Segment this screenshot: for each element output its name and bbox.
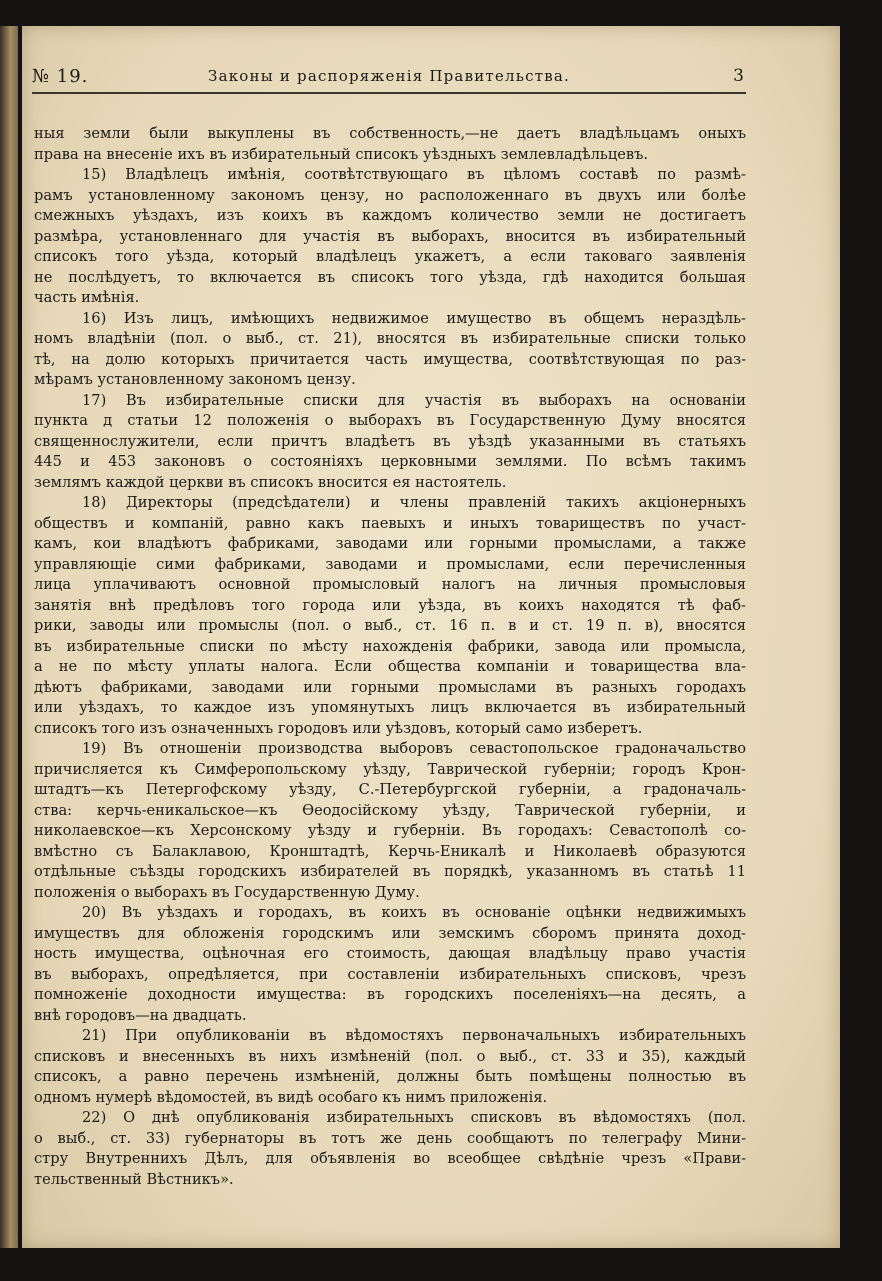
text-line: часть имѣнія. [34, 289, 140, 306]
page-header [32, 66, 746, 94]
text-line: занятія внѣ предѣловъ того города или уѣзда, въ коихъ находятся тѣ фаб- [34, 596, 746, 614]
text-line: 22) О днѣ опубликованія избирательныхъ списковъ въ вѣдомостяхъ (пол. [82, 1109, 746, 1126]
text-line: помноженіе доходности имущества: въ городскихъ поселеніяхъ—на десять, а [34, 986, 746, 1003]
text-line: отдѣльные съѣзды городскихъ избирателей въ порядкѣ, указанномъ въ статьѣ 11 [34, 863, 746, 880]
text-line: списковъ и внесенныхъ въ нихъ измѣненій (пол. о выб., ст. 33 и 35), каждый [34, 1047, 746, 1065]
text-line: ныя земли были выкуплены въ собственность,—не даетъ владѣльцамъ оныхъ [34, 125, 746, 142]
text-line: номъ владѣніи (пол. о выб., ст. 21), вносятся въ избирательные списки только [34, 330, 746, 347]
text-line: смежныхъ уѣздахъ, изъ коихъ въ каждомъ количество земли не достигаетъ [34, 207, 746, 224]
text-line: въ избирательные списки по мѣсту нахожденія фабрики, завода или промысла, [34, 637, 746, 655]
text-line: рики, заводы или промыслы (пол. о выб., ст. 16 п. в и ст. 19 п. в), вносятся [34, 617, 746, 634]
facing-page-edge [0, 26, 18, 1248]
text-line: вмѣстно съ Балаклавою, Кронштадтѣ, Керчь-Еникалѣ и Николаевѣ образуются [34, 842, 746, 860]
text-line: въ выборахъ, опредѣляется, при составленіи избирательныхъ списковъ, чрезъ [34, 965, 746, 983]
text-line: 17) Въ избирательные списки для участія въ выборахъ на основаніи [82, 391, 746, 409]
text-line: о выб., ст. 33) губернаторы въ тотъ же день сообщаютъ по телеграфу Мини- [34, 1129, 746, 1147]
text-line: лица уплачиваютъ основной промысловый налогъ на личныя промысловыя [34, 576, 746, 593]
issue-number: № 19. [32, 66, 89, 87]
text-line: размѣра, установленнаго для участія въ выборахъ, вносится въ избирательный [34, 227, 746, 245]
text-line: или уѣздахъ, то каждое изъ упомянутыхъ лицъ включается въ избирательный [34, 699, 746, 716]
text-line: ность имущества, оцѣночная его стоимость, дающая владѣльцу право участія [34, 945, 746, 962]
text-line: 21) При опубликованіи въ вѣдомостяхъ первоначальныхъ избирательныхъ [82, 1027, 746, 1044]
text-line: мѣрамъ установленному закономъ цензу. [34, 371, 356, 388]
text-line: управляющіе сими фабриками, заводами и промыслами, если перечисленныя [34, 555, 746, 573]
text-line: причисляется къ Симферопольскому уѣзду, Таврической губерніи; городъ Крон- [34, 760, 746, 778]
text-line: штадтъ—къ Петергофскому уѣзду, С.-Петербургской губерніи, а градоначаль- [34, 781, 746, 798]
text-line: обществъ и компаній, равно какъ паевыхъ и иныхъ товариществъ по участ- [34, 514, 746, 532]
text-line: списокъ того изъ означенныхъ городовъ или уѣздовъ, который само изберетъ. [34, 719, 643, 737]
text-line: дѣютъ фабриками, заводами или горными промыслами въ разныхъ городахъ [34, 678, 746, 696]
text-line: землямъ каждой церкви въ списокъ вносится ея настоятель. [34, 473, 507, 491]
text-line: ства: керчь-еникальское—къ Ѳеодосійскому уѣзду, Таврической губерніи, и [34, 801, 746, 819]
page-number: 3 [733, 66, 744, 86]
text-line: священнослужители, если причтъ владѣетъ въ уѣздѣ указанными въ статьяхъ [34, 432, 746, 450]
text-line: николаевское—къ Херсонскому уѣзду и губерніи. Въ городахъ: Севастополѣ со- [34, 822, 746, 839]
text-line: а не по мѣсту уплаты налога. Если общества компаніи и товарищества вла- [34, 658, 746, 675]
text-line: одномъ нумерѣ вѣдомостей, въ видѣ особаго къ нимъ приложенія. [34, 1088, 548, 1106]
text-line: имуществъ для обложенія городскимъ или земскимъ сборомъ принята доход- [34, 924, 746, 942]
text-line: не послѣдуетъ, то включается въ списокъ того уѣзда, гдѣ находится большая [34, 268, 746, 286]
text-line: стру Внутреннихъ Дѣлъ, для объявленія во всеобщее свѣдѣніе чрезъ «Прави- [34, 1150, 746, 1167]
header-rule [32, 92, 746, 94]
body-text [34, 124, 746, 1190]
text-line: пункта д статьи 12 положенія о выборахъ въ Государственную Думу вносятся [34, 412, 746, 429]
text-line: камъ, кои владѣютъ фабриками, заводами или горными промыслами, а также [34, 535, 746, 552]
text-line: положенія о выборахъ въ Государственную Думу. [34, 883, 420, 901]
text-line: списокъ того уѣзда, который владѣлецъ укажетъ, а если таковаго заявленія [34, 248, 746, 265]
text-line: 445 и 453 законовъ о состояніяхъ церковными землями. По всѣмъ такимъ [34, 453, 746, 470]
text-line: 18) Директоры (предсѣдатели) и члены правленій такихъ акціонерныхъ [82, 494, 746, 511]
text-line: внѣ городовъ—на двадцать. [34, 1006, 247, 1024]
text-line: 16) Изъ лицъ, имѣющихъ недвижимое имущество въ общемъ нераздѣль- [82, 309, 746, 327]
text-line: 20) Въ уѣздахъ и городахъ, въ коихъ въ основаніе оцѣнки недвижимыхъ [82, 904, 746, 921]
text-line: 15) Владѣлецъ имѣнія, соотвѣтствующаго въ цѣломъ составѣ по размѣ- [82, 166, 746, 183]
text-line: права на внесеніе ихъ въ избирательный списокъ уѣздныхъ землевладѣльцевъ. [34, 145, 649, 163]
running-title: Законы и распоряженія Правительства. [208, 67, 570, 85]
text-line: 19) Въ отношеніи производства выборовъ севастопольское градоначальство [82, 740, 746, 757]
text-line: тѣ, на долю которыхъ причитается часть имущества, соотвѣтствующая по раз- [34, 350, 746, 368]
text-line: списокъ, а равно перечень измѣненій, должны быть помѣщены полностью въ [34, 1068, 746, 1085]
text-line: рамъ установленному закономъ цензу, но расположеннаго въ двухъ или болѣе [34, 186, 746, 204]
text-line: тельственный Вѣстникъ». [34, 1170, 234, 1188]
